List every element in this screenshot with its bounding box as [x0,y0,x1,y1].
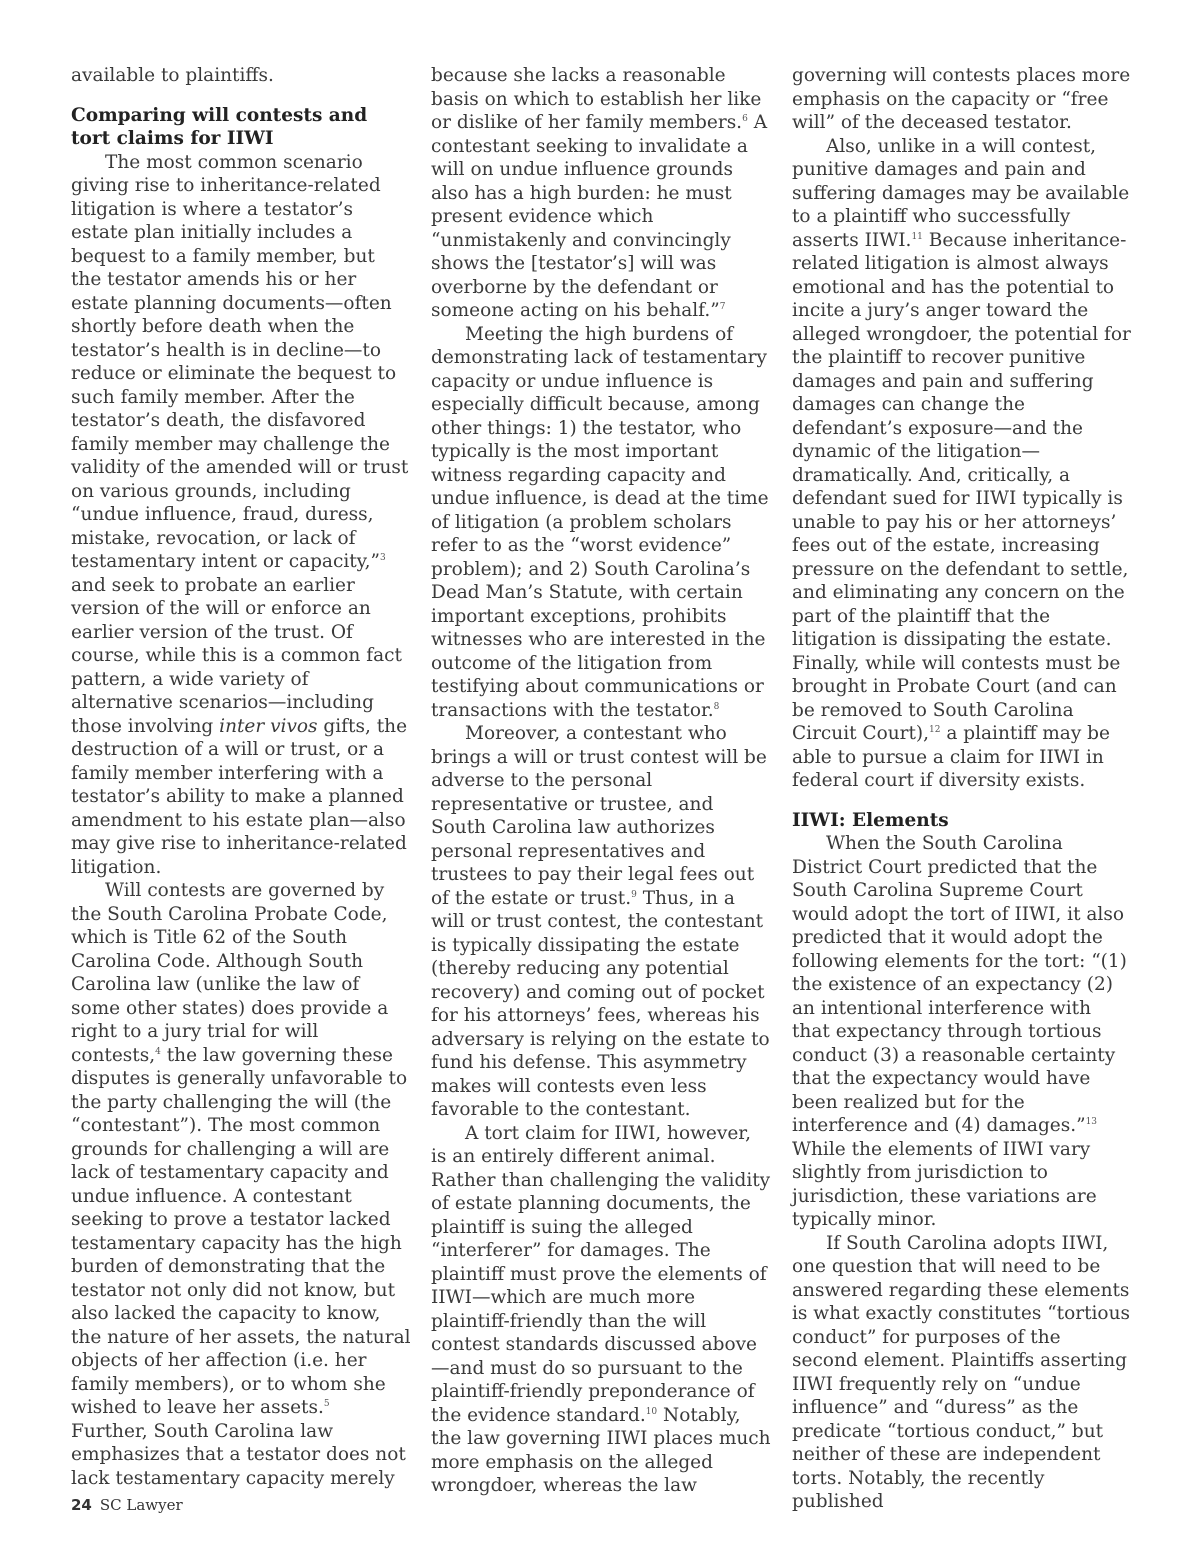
paragraph: Also, unlike in a will contest, punitive damages and pain and suffering damages may be available to a plaintiff who successfully asserts IIWI.$^{11}$ Because inheritance-related litigation is almost always emotional and has the potential to incite a jury’s anger toward the alleged wrongdoer, the potential for the plaintiff to recover punitive damages and pain and suffering damages can change the defendant’s exposure—and the dynamic of the litigation—dramatically. And, critically, a defendant sued for IIWI typically is unable to pay his or her attorneys’ fees out of the estate, increasing pressure on the defendant to settle, and eliminating any concern on the part of the plaintiff that the litigation is dissipating the estate. Finally, while will contests must be brought in Probate Court (and can be removed to South Carolina Circuit Court),$^{12}$ a plaintiff may be able to pursue a claim for IIWI in federal court if diversity exists. [792,135,1131,791]
paragraph: Will contests are governed by the South Carolina Probate Code, which is Title 62 of the South Carolina Code. Although South Carolina law (unlike the law of some other states) does provide a right to a jury trial for will contests,$^4$ the law governing these disputes is generally unfavorable to the party challenging the will (the “contestant”). The most common grounds for challenging a will are lack of testamentary capacity and undue influence. A contestant seeking to prove a testator lacked testamentary capacity has the high burden of demonstrating that the testator not only did not know, but also lacked the capacity to know, the nature of her assets, the natural objects of her affection (i.e. her family members), or to whom she wished to leave her assets.$^5$ Further, South Carolina law emphasizes that a testator does not lack testamentary capacity merely [71,880,411,1489]
paragraph: Moreover, a contestant who brings a will or trust contest will be adverse to the personal representative or trustee, and South Carolina law authorizes personal representatives and trustees to pay their legal fees out of the estate or trust.$^9$ Thus, in a will or trust contest, the contestant is typically dissipating the estate (thereby reducing any potential recovery) and coming out of pocket for his attorneys’ fees, whereas his adversary is relying on the estate to fund his defense. This asymmetry makes will contests even less favorable to the contestant. [431,723,770,1120]
section-heading-elements: IIWI: Elements [792,809,949,831]
footnote-ref: 4 [155,1046,161,1057]
page-number: 24 [71,1496,92,1514]
paragraph: The most common scenario giving rise to inheritance-related litigation is where a testator’s estate plan initially includes a bequest to a family member, but the testator amends his or her estate planning documents—often shortly before death when the testator’s health is in decline—to reduce or eliminate the bequest to such family member. After the testator’s death, the disfavored family member may challenge the validity of the amended will or trust on various grounds, including “undue influence, fraud, duress, mistake, revocation, or lack of testamentary intent or capacity,”$^3$ and seek to probate an earlier version of the will or enforce an earlier version of the trust. Of course, while this is a common fact pattern, a wide variety of alternative scenarios—including those involving inter vivos gifts, the destruction of a will or trust, or a family member interfering with a testator’s ability to make a planned amendment to his estate plan—also may give rise to inheritance-related litigation. [71,151,409,878]
paragraph: If South Carolina adopts IIWI, one question that will need to be answered regarding these elements is what exactly constitutes “tortious conduct” for purposes of the second element. Plaintiffs asserting IIWI frequently rely on “undue influence” and “duress” as the predicate “tortious conduct,” but neither of these are independent torts. Notably, the recently published [792,1232,1130,1512]
paragraph: because she lacks a reasonable basis on which to establish her like or dislike of her family members.$^6$ A contestant seeking to invalidate a will on undue influence grounds also has a high burden: he must present evidence which “unmistakenly and convincingly shows the [testator’s] will was overborne by the defendant or someone acting on his behalf.”$^7$ [431,65,768,321]
footnote-ref: 6 [742,114,748,124]
publication-name: SC Lawyer [99,1496,183,1514]
footnote-ref: 11 [911,231,923,242]
footnote-ref: 10 [645,1406,658,1417]
paragraph: available to plaintiffs. [71,65,274,86]
column-2 [431,64,771,1498]
paragraph: A tort claim for IIWI, however, is an entirely different animal. Rather than challenging the validity of estate planning documents, the plaintiff is suing the alleged “interferer” for damages. The plaintiff must prove the elements of IIWI—which are much more plaintiff-friendly than the will contest standards discussed above—and must do so pursuant to the plaintiff-friendly preponderance of the evidence standard.$^{10}$ Notably, the law governing IIWI places much more emphasis on the alleged wrongdoer, whereas the law [431,1122,771,1496]
page-footer [71,1496,183,1514]
section-heading-comparing: Comparing will contests and tort claims for IIWI [71,104,368,149]
column-1 [71,64,411,1490]
footnote-ref: 13 [1085,1117,1098,1127]
footnote-ref: 3 [380,553,386,563]
paragraph: governing will contests places more emphasis on the capacity or “free will” of the deceased testator. [792,65,1131,133]
footnote-ref: 12 [929,725,941,735]
paragraph: When the South Carolina District Court predicted that the South Carolina Supreme Court would adopt the tort of IIWI, it also predicted that it would adopt the following elements for the tort: “(1) the existence of an expectancy (2) an intentional interference with that expectancy through tortious conduct (3) a reasonable certainty that the expectancy would have been realized but for the interference and (4) damages.”$^{13}$ While the elements of IIWI vary slightly from jurisdiction to jurisdiction, these variations are typically minor. [792,833,1127,1230]
paragraph: Meeting the high burdens of demonstrating lack of testamentary capacity or undue influence is especially difficult because, among other things: 1) the testator, who typically is the most important witness regarding capacity and undue influence, is dead at the time of litigation (a problem scholars refer to as the “worst evidence” problem); and 2) South Carolina’s Dead Man’s Statute, with certain important exceptions, prohibits witnesses who are interested in the outcome of the litigation from testifying about communications or transactions with the testator.$^8$ [431,323,769,721]
footnote-ref: 8 [713,701,720,712]
column-3 [792,64,1132,1514]
footnote-ref: 7 [719,302,726,312]
footnote-ref: 5 [323,1399,330,1409]
footnote-ref: 9 [631,889,637,900]
